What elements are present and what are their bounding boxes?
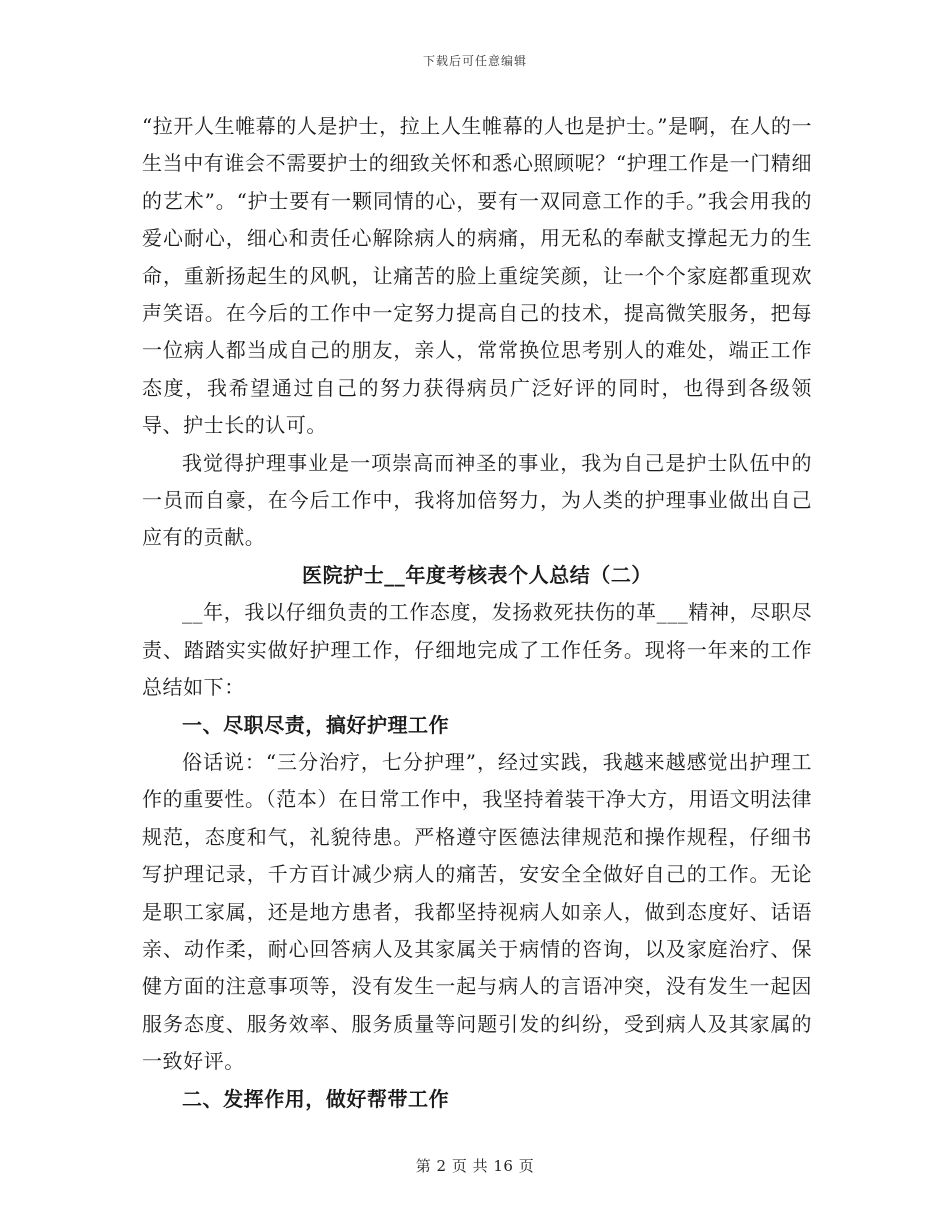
subheading-one: 一、尽职尽责，搞好护理工作 (182, 712, 450, 737)
page-footer: 第 2 页 共 16 页 (415, 1157, 535, 1175)
page-header: 下载后可任意编辑 (422, 54, 527, 68)
section-title: 医院护士__年度考核表个人总结（二） (302, 562, 652, 587)
paragraph-intro: __年，我以仔细负责的工作态度，发扬救死扶伤的革___精神，尽职尽责、踏踏实实做好护理工作，仔细地完成了工作任务。现将一年来的工作总结如下： (142, 600, 812, 700)
document-body (142, 108, 812, 1118)
paragraph-quote: “拉开人生帷幕的人是护士，拉上人生帷幕的人也是护士。”是啊，在人的一生当中有谁会不需要护士的细致关怀和悉心照顾呢？“护理工作是一门精细的艺术”。“护士要有一颗同情的心，要有一双同意工作的手。”我会用我的爱心耐心，细心和责任心解除病人的病痛，用无私的奉献支撑起无力的生命，重新扬起生的风帆，让痛苦的脸上重绽笑颜，让一个个家庭都重现欢声笑语。在今后的工作中一定努力提高自己的技术，提高微笑服务，把每一位病人都当成自己的朋友，亲人，常常换位思考别人的难处，端正工作态度，我希望通过自己的努力获得病员广泛好评的同时，也得到各级领导、护士长的认可。 (142, 114, 812, 438)
paragraph-nursing-work: 俗话说：“三分治疗，七分护理”，经过实践，我越来越感觉出护理工作的重要性。（范本）在日常工作中，我坚持着装干净大方，用语文明法律规范，态度和气，礼貌待患。严格遵守医德法律规范和操作规程，仔细书写护理记录，千方百计减少病人的痛苦，安安全全做好自己的工作。无论是职工家属，还是地方患者，我都坚持视病人如亲人，做到态度好、话语亲、动作柔，耐心回答病人及其家属关于病情的咨询，以及家庭治疗、保健方面的注意事项等，没有发生一起与病人的言语冲突，没有发生一起因服务态度、服务效率、服务质量等问题引发的纠纷，受到病人及其家属的一致好评。 (142, 749, 812, 1074)
paragraph-conclusion: 我觉得护理事业是一项崇高而神圣的事业，我为自己是护士队伍中的一员而自豪，在今后工作中，我将加倍努力，为人类的护理事业做出自己应有的贡献。 (142, 450, 812, 550)
subheading-two: 二、发挥作用，做好帮带工作 (182, 1086, 450, 1111)
